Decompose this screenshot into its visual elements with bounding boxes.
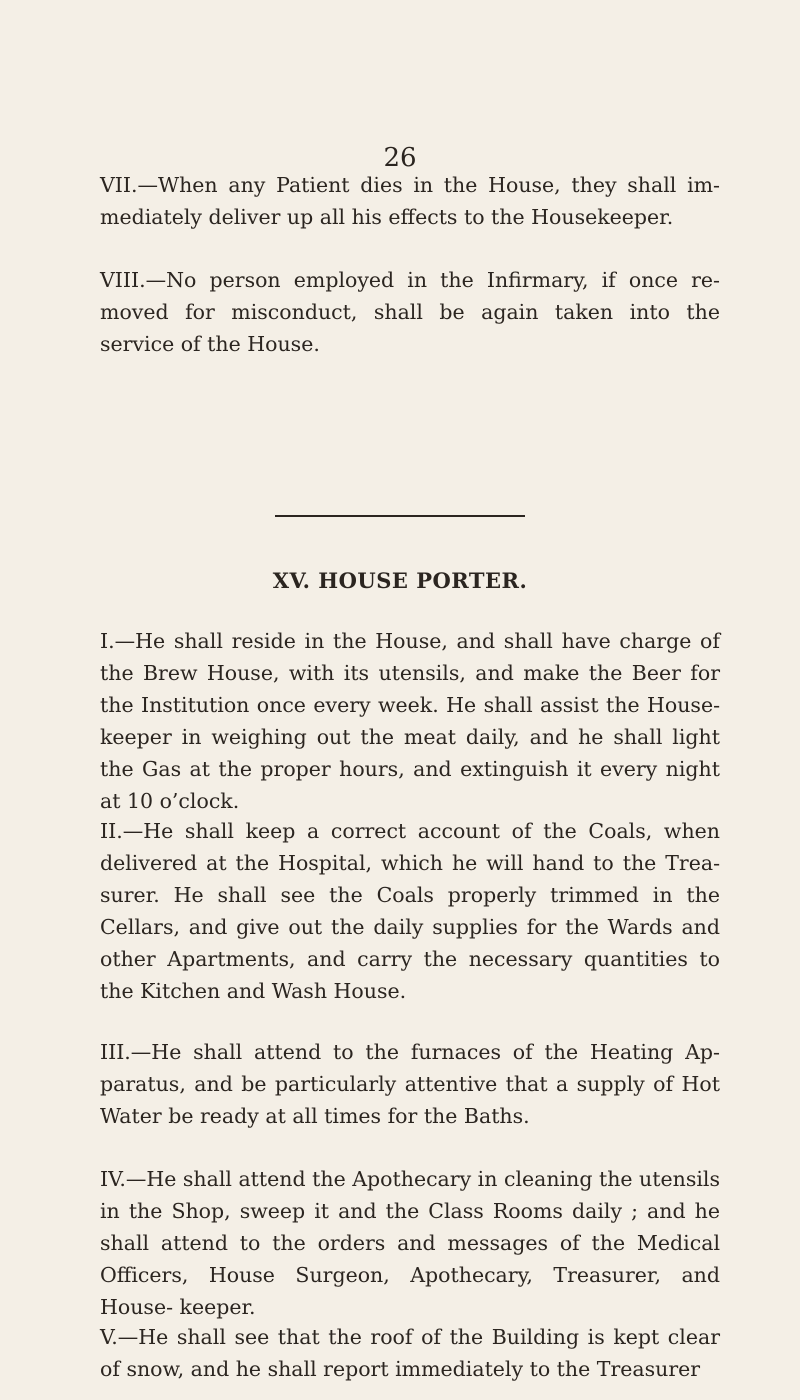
section-divider-rule [275, 515, 525, 517]
paragraph-i: I.—He shall reside in the House, and shall have charge of the Brew House, with its utensils, and make the Beer for the Institution once every week. He shall assist the House- keeper in weighing out the meat daily, and he shall light the Gas at the proper hours, and extinguish it every night at 10 o’clock. [100, 629, 720, 813]
paragraph-iii: III.—He shall attend to the furnaces of the Heating Ap- paratus, and be particularly attentive that a supply of Hot Water be ready at all times for the Baths. [100, 1040, 720, 1128]
paragraph-iv: IV.—He shall attend the Apothecary in cleaning the utensils in the Shop, sweep it and the Class Rooms daily ; and he shall attend to the orders and messages of the Medical Officers, House Surgeon, Apothecary, Treasurer, and House- keeper. [100, 1167, 720, 1319]
section-heading: XV. HOUSE PORTER. [272, 568, 528, 593]
page-number: 26 [383, 143, 417, 173]
paragraph-vii: VII.—When any Patient dies in the House, they shall im- mediately deliver up all his effects to the Housekeeper. [100, 173, 720, 229]
paragraph-v: V.—He shall see that the roof of the Building is kept clear of snow, and he shall report immediately to the Treasurer [100, 1325, 720, 1381]
paragraph-viii: VIII.—No person employed in the Infirmary, if once re- moved for misconduct, shall be again taken into the service of the House. [100, 268, 720, 356]
paragraph-ii: II.—He shall keep a correct account of the Coals, when delivered at the Hospital, which he will hand to the Trea- surer. He shall see the Coals properly trimmed in the Cellars, and give out the daily supplies for the Wards and other Apartments, and carry the necessary quantities to the Kitchen and Wash House. [100, 819, 720, 1003]
